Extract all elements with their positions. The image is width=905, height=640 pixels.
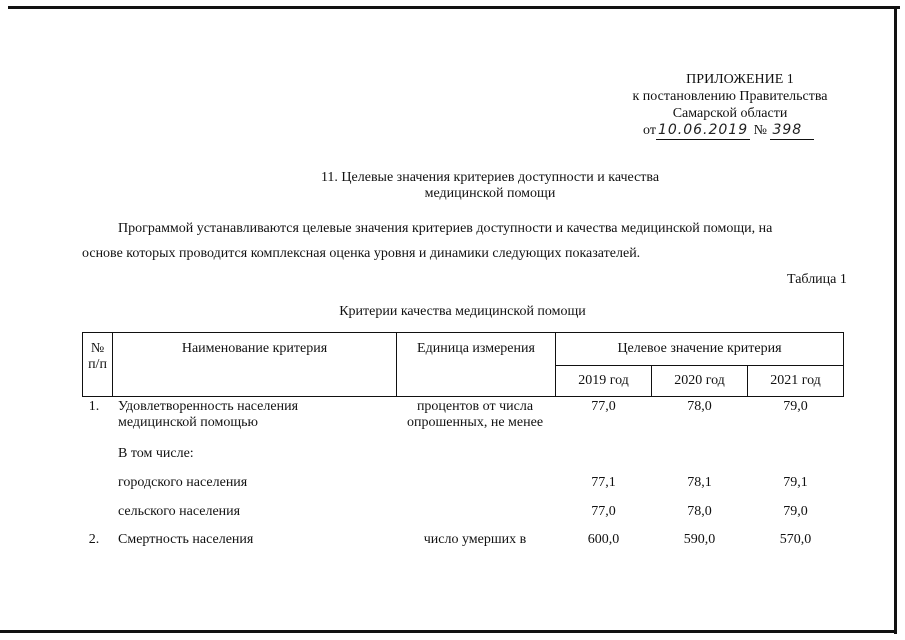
page-border-bottom (0, 630, 897, 633)
page-border-right (894, 6, 897, 634)
row-criterion-name: городского населения (118, 475, 248, 490)
header-target-value: Целевое значение критерия (617, 341, 782, 356)
row-unit: число умерших в (423, 532, 527, 547)
row-value-2019: 77,0 (591, 504, 616, 519)
paragraph-line-2: основе которых проводится комплексная оценка уровня и динамики следующих показателей. (82, 246, 641, 261)
decree-date: 10.06.2019 (657, 122, 749, 138)
section-title-line-1: 11. Целевые значения критериев доступности и качества (320, 170, 660, 185)
header-year-2021: 2021 год (770, 373, 821, 388)
row-criterion-name-line-1: Удовлетворенность населения (118, 399, 299, 414)
table-line-top (82, 332, 844, 333)
decree-number: 398 (770, 122, 814, 140)
decree-line-2: Самарской области (672, 106, 788, 121)
row-value-2020: 590,0 (683, 532, 716, 547)
row-criterion-name: В том числе: (118, 446, 194, 461)
row-value-2020: 78,1 (687, 475, 712, 490)
row-value-2019: 77,1 (591, 475, 616, 490)
number-prefix: № (753, 123, 767, 138)
row-value-2020: 78,0 (687, 504, 712, 519)
row-criterion-name-line-2: медицинской помощью (118, 415, 258, 430)
row-unit-line-1: процентов от числа (416, 399, 534, 414)
paragraph-line-1: Программой устанавливаются целевые значения критериев доступности и качества медицинской помощи, на (118, 221, 773, 236)
row-number: 2. (88, 532, 100, 547)
header-criterion-name: Наименование критерия (181, 341, 328, 356)
row-value-2021: 79,1 (783, 475, 808, 490)
header-unit: Единица измерения (417, 341, 535, 356)
row-value-2020: 78,0 (687, 399, 712, 414)
table-title: Критерии качества медицинской помощи (339, 304, 586, 319)
header-year-2020: 2020 год (674, 373, 725, 388)
row-value-2021: 570,0 (779, 532, 812, 547)
row-criterion-name: сельского населения (118, 504, 241, 519)
row-unit-line-2: опрошенных, не менее (406, 415, 544, 430)
decree-date-number (643, 122, 814, 140)
row-number: 1. (88, 399, 100, 414)
table-line-years (555, 365, 844, 366)
row-value-2021: 79,0 (783, 399, 808, 414)
appendix-title: ПРИЛОЖЕНИЕ 1 (686, 72, 794, 87)
table-line-right (843, 332, 844, 397)
decree-line-1: к постановлению Правительства (632, 89, 828, 104)
section-title-line-2: медицинской помощи (424, 186, 556, 201)
header-year-2019: 2019 год (578, 373, 629, 388)
table-caption: Таблица 1 (787, 272, 847, 287)
row-value-2019: 600,0 (587, 532, 620, 547)
header-num-line-1: № (90, 341, 105, 356)
header-num-line-2: п/п (88, 357, 107, 372)
row-criterion-name: Смертность населения (118, 532, 254, 547)
table-line-header-bottom (82, 396, 844, 397)
page-border-top (8, 6, 900, 9)
date-prefix: от (643, 123, 656, 138)
row-value-2019: 77,0 (591, 399, 616, 414)
row-value-2021: 79,0 (783, 504, 808, 519)
